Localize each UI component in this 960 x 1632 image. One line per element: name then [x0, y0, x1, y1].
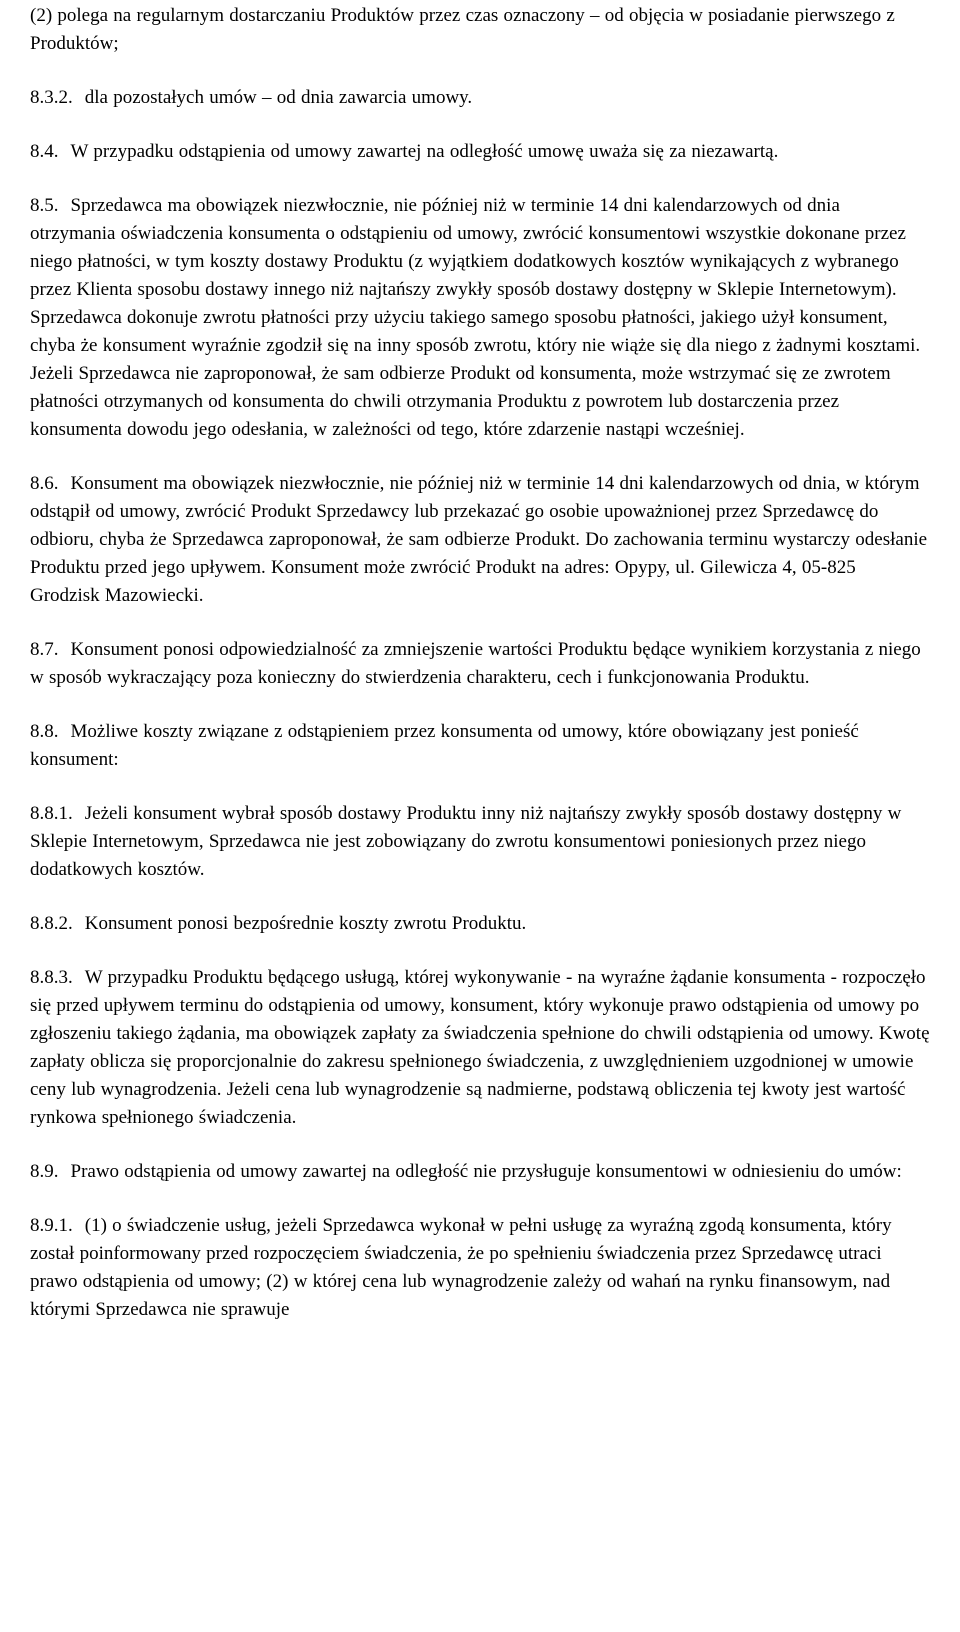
paragraph-8-8-2	[30, 910, 930, 938]
paragraph-number: 8.6.	[30, 473, 59, 494]
paragraph-number: 8.8.1.	[30, 803, 73, 824]
paragraph-text: Konsument ma obowiązek niezwłocznie, nie później niż w terminie 14 dni kalendarzowych od dnia, w którym odstąpił od umowy, zwrócić Produkt Sprzedawcy lub przekazać go osobie upoważnionej przez Sprzedawcę do odbioru, chyba że Sprzedawca zaproponował, że sam odbierze Produkt. Do zachowania terminu wystarczy odesłanie Produktu przed jego upływem. Konsument może zwrócić Produkt na adres: Opypy, ul. Gilewicza 4, 05-825 Grodzisk Mazowiecki.	[30, 473, 928, 606]
paragraph-text: Sprzedawca ma obowiązek niezwłocznie, nie później niż w terminie 14 dni kalendarzowych od dnia otrzymania oświadczenia konsumenta o odstąpieniu od umowy, zwrócić konsumentowi wszystkie dokonane przez niego płatności, w tym koszty dostawy Produktu (z wyjątkiem dodatkowych kosztów wynikających z wybranego przez Klienta sposobu dostawy innego niż najtańszy zwykły sposób dostawy dostępny w Sklepie Internetowym). Sprzedawca dokonuje zwrotu płatności przy użyciu takiego samego sposobu płatności, jakiego użył konsument, chyba że konsument wyraźnie zgodził się na inny sposób zwrotu, który nie wiąże się dla niego z żadnymi kosztami. Jeżeli Sprzedawca nie zaproponował, że sam odbierze Produkt od konsumenta, może wstrzymać się ze zwrotem płatności otrzymanych od konsumenta do chwili otrzymania Produktu z powrotem lub dostarczenia przez konsumenta dowodu jego odesłania, w zależności od tego, które zdarzenie nastąpi wcześniej.	[30, 195, 921, 440]
paragraph-number: 8.4.	[30, 141, 59, 162]
paragraph-8-4	[30, 138, 930, 166]
paragraph-number: 8.8.	[30, 721, 59, 742]
paragraph-8-7	[30, 636, 930, 692]
paragraph-8-3-2	[30, 84, 930, 112]
paragraph-8-9	[30, 1158, 930, 1186]
paragraph-8-8-1	[30, 800, 930, 884]
paragraph-number: 8.7.	[30, 639, 59, 660]
paragraph-number: 8.9.	[30, 1161, 59, 1182]
paragraph-number: 8.3.2.	[30, 87, 73, 108]
paragraph-8-9-1	[30, 1212, 930, 1324]
paragraph-number: 8.9.1.	[30, 1215, 73, 1236]
paragraph-text: Konsument ponosi bezpośrednie koszty zwrotu Produktu.	[84, 913, 527, 934]
paragraph-number: 8.8.3.	[30, 967, 73, 988]
paragraph-text: (1) o świadczenie usług, jeżeli Sprzedawca wykonał w pełni usługę za wyraźną zgodą konsumenta, który został poinformowany przed rozpoczęciem świadczenia, że po spełnieniu świadczenia przez Sprzedawcę utraci prawo odstąpienia od umowy; (2) w której cena lub wynagrodzenie zależy od wahań na rynku finansowym, nad którymi Sprzedawca nie sprawuje	[30, 1215, 892, 1320]
paragraph-text: Prawo odstąpienia od umowy zawartej na odległość nie przysługuje konsumentowi w odniesieniu do umów:	[70, 1161, 902, 1182]
paragraph-text: W przypadku Produktu będącego usługą, której wykonywanie - na wyraźne żądanie konsumenta - rozpoczęło się przed upływem terminu do odstąpienia od umowy, konsument, który wykonuje prawo odstąpienia od umowy po zgłoszeniu takiego żądania, ma obowiązek zapłaty za świadczenia spełnione do chwili odstąpienia od umowy. Kwotę zapłaty oblicza się proporcjonalnie do zakresu spełnionego świadczenia, z uwzględnieniem uzgodnionej w umowie ceny lub wynagrodzenia. Jeżeli cena lub wynagrodzenie są nadmierne, podstawą obliczenia tej kwoty jest wartość rynkowa spełnionego świadczenia.	[30, 967, 930, 1128]
paragraph-8-8	[30, 718, 930, 774]
paragraph-8-5	[30, 192, 930, 444]
paragraph-number: 8.5.	[30, 195, 59, 216]
paragraph-text: W przypadku odstąpienia od umowy zawartej na odległość umowę uważa się za niezawartą.	[70, 141, 779, 162]
paragraph-8-3-1-2	[30, 2, 930, 58]
paragraph-number: 8.8.2.	[30, 913, 73, 934]
paragraph-text: dla pozostałych umów – od dnia zawarcia umowy.	[84, 87, 473, 108]
paragraph-text: Konsument ponosi odpowiedzialność za zmniejszenie wartości Produktu będące wynikiem korzystania z niego w sposób wykraczający poza konieczny do stwierdzenia charakteru, cech i funkcjonowania Produktu.	[30, 639, 921, 688]
paragraph-8-6	[30, 470, 930, 610]
paragraph-text: (2) polega na regularnym dostarczaniu Produktów przez czas oznaczony – od objęcia w posiadanie pierwszego z Produktów;	[30, 5, 895, 54]
paragraph-text: Możliwe koszty związane z odstąpieniem przez konsumenta od umowy, które obowiązany jest ponieść konsument:	[30, 721, 859, 770]
paragraph-8-8-3	[30, 964, 930, 1132]
paragraph-text: Jeżeli konsument wybrał sposób dostawy Produktu inny niż najtańszy zwykły sposób dostawy dostępny w Sklepie Internetowym, Sprzedawca nie jest zobowiązany do zwrotu konsumentowi poniesionych przez niego dodatkowych kosztów.	[30, 803, 902, 880]
document-page	[30, 2, 930, 1350]
